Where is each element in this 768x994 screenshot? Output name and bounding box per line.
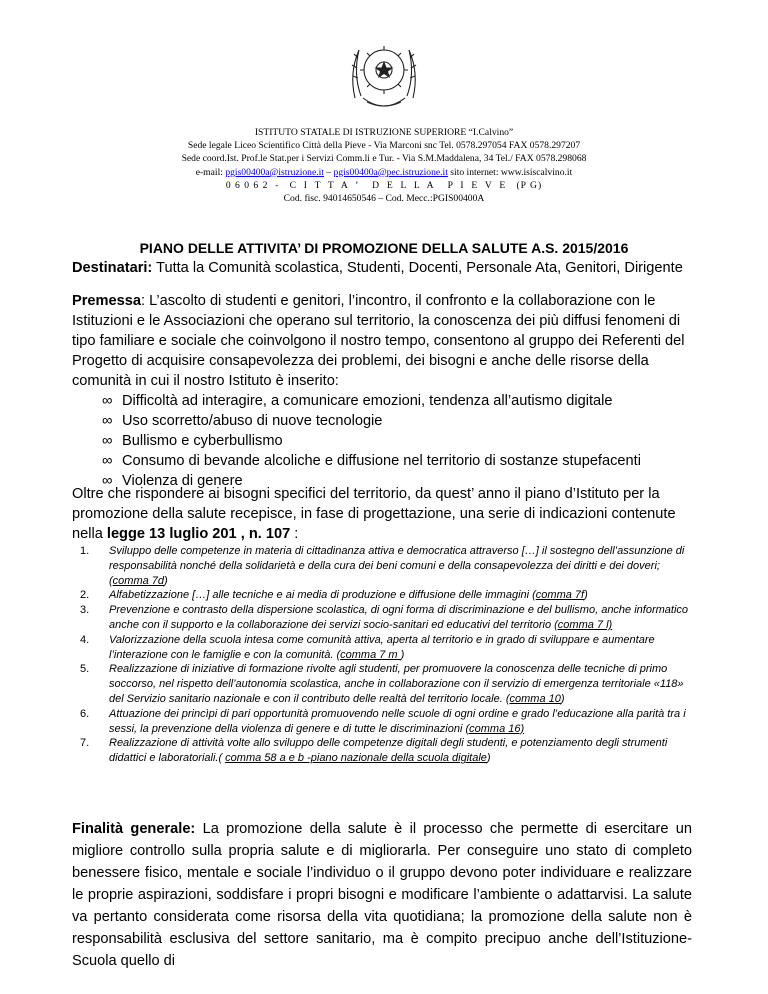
comma-reference: comma 7f	[535, 589, 585, 602]
comma-reference: comma 7 m	[340, 648, 401, 661]
website-text: sito internet: www.isiscalvino.it	[447, 166, 573, 178]
list-item: ∞ Violenza di genere	[102, 473, 243, 489]
document-title: PIANO DELLE ATTIVITA’ DI PROMOZIONE DELLA SALUTE A.S. 2015/2016	[139, 240, 629, 256]
list-item: 1. Sviluppo delle competenze in materia di cittadinanza attiva e democratica attraverso […] il sostegno dell’assunzione di responsabilità nonché della solidarietà e della cura dei beni comuni e della consapevolezza dei diritti e dei doveri;(comma 7d)	[80, 545, 685, 587]
school-letterhead	[100, 126, 668, 205]
infinity-bullet-icon: ∞	[102, 413, 113, 429]
infinity-bullet-icon: ∞	[102, 433, 113, 449]
email-link[interactable]: pgis00400a@istruzione.it	[225, 166, 324, 178]
email-prefix: e-mail:	[195, 166, 226, 178]
main-site-address: Sede legale Liceo Scientifico Città della Pieve - Via Marconi snc Tel. 0578.297054 FAX 0578.297207	[187, 140, 581, 152]
finalita-text: La promozione della salute è il processo che permette di esercitare un migliore controllo sulla propria salute e di migliorarla. Per conseguire uno stato di completo benessere fisico, mentale e sociale l’individuo o il gruppo devono poter individuare e realizzare le proprie aspirazioni, soddisfare i propri bisogni e modificare l’ambiente o adattarvisi. La salute va pertanto considerata come risorsa della vita quotidiana; la promozione della salute non è responsabilità esclusiva del settore sanitario, ma è compito precipuo anche dell’Istituzione- Scuola quello di	[72, 821, 692, 969]
list-item: 7. Realizzazione di attività volte allo sviluppo delle competenze digitali degli studenti, e potenziamento degli strumenti didattici e laboratoriali.( comma 58 a e b -piano nazionale della scuola digitale)	[80, 737, 668, 765]
item-number: 1.	[80, 545, 90, 557]
tax-codes: Cod. fisc. 94014650546 – Cod. Mecc.:PGIS00400A	[283, 193, 485, 205]
destinatari-paragraph	[72, 258, 692, 278]
postal-code-city: 0 6 0 6 2 - C I T T A ’ D E L L A P I E V E (P G)	[225, 179, 543, 191]
list-item: ∞ Consumo di bevande alcoliche e diffusione nel territorio di sostanze stupefacenti	[102, 453, 641, 469]
premessa-paragraph	[72, 291, 692, 491]
pec-email-link[interactable]: pgis00400a@pec.istruzione.it	[333, 166, 448, 178]
finalita-label: Finalità generale:	[72, 821, 196, 837]
finalita-paragraph	[72, 818, 692, 972]
contact-line	[100, 166, 668, 179]
comma-reference: comma 7d	[112, 574, 165, 587]
law-reference: legge 13 luglio 201 , n. 107	[106, 526, 291, 542]
comma-reference: comma 58 a e b -piano nazionale della scuola digitale	[225, 752, 487, 765]
premessa-bullet-list	[72, 391, 692, 491]
list-item: ∞ Uso scorretto/abuso di nuove tecnologie	[102, 413, 383, 429]
item-number: 3.	[80, 604, 90, 617]
item-number: 6.	[80, 707, 90, 720]
infinity-bullet-icon: ∞	[102, 453, 113, 469]
item-number: 5.	[80, 663, 90, 676]
item-number: 2.	[80, 589, 90, 602]
list-item: 4. Valorizzazione della scuola intesa come comunità attiva, aperta al territorio e in grado di sviluppare e aumentare l’interazione con le famiglie e con la comunità. (comma 7 m )	[80, 633, 655, 661]
list-item: 6. Attuazione dei princìpi di pari opportunità promuovendo nelle scuole di ogni ordine e grado l’educazione alla parità tra i sessi, la prevenzione della violenza di genere e di tutte le discriminazioni (comma 16)	[80, 707, 686, 735]
premessa-label: Premessa	[72, 293, 141, 309]
destinatari-label: Destinatari:	[72, 260, 153, 276]
law-intro-text: Oltre che rispondere ai bisogni specifici del territorio, da quest’ anno il piano d’Istituto per la promozione della salute recepisce, in fase di progettazione, una serie di indicazioni contenute nella	[72, 486, 676, 542]
comma-reference: (comma 16)	[465, 722, 525, 735]
infinity-bullet-icon: ∞	[102, 393, 113, 409]
premessa-text: : L’ascolto di studenti e genitori, l’incontro, il confronto e la collaborazione con le Istituzioni e le Associazioni che operano sul territorio, la conoscenza dei più diffusi fenomeni di tipo familiare e sociale che coinvolgono il nostro tempo, consentono al gruppo dei Referenti del Progetto di acquisire consapevolezza dei problemi, dei bisogni e anche delle risorse della comunità in cui il nostro Istituto è inserito:	[72, 293, 685, 389]
list-item: 2. Alfabetizzazione […] alle tecniche e ai media di produzione e diffusione delle immagini (comma 7f)	[80, 589, 588, 602]
destinatari-text: Tutta la Comunità scolastica, Studenti, Docenti, Personale Ata, Genitori, Dirigente	[152, 260, 683, 276]
list-item: 3. Prevenzione e contrasto della dispersione scolastica, di ogni forma di discriminazione e del bullismo, anche informatico anche con il supporto e la collaborazione dei servizi socio-sanitari ed educativi del territorio (comma 7 l)	[80, 604, 689, 631]
infinity-bullet-icon: ∞	[102, 473, 113, 489]
law-intro-paragraph: Oltre che rispondere ai bisogni specifici del territorio, da quest’ anno il piano d’Istituto per la promozione della salute recepisce, in fase di progettazione, una serie di indicazioni contenute nella legge 13 luglio 201 , n. 107 :	[72, 486, 676, 542]
school-name: ISTITUTO STATALE DI ISTRUZIONE SUPERIORE “I.Calvino”	[254, 127, 514, 138]
email-separator: –	[323, 166, 334, 178]
italian-republic-emblem-icon	[345, 28, 423, 118]
list-item: 5. Realizzazione di iniziative di formazione rivolte agli studenti, per promuovere la conoscenza delle tecniche di primo soccorso, nel rispetto dell’autonomia scolastica, anche in collaborazione con il servizio di emergenza territoriale «118» del Servizio sanitario nazionale e con il contributo delle realtà del territorio locale. (comma 10)	[80, 663, 684, 705]
list-item: ∞ Difficoltà ad interagire, a comunicare emozioni, tendenza all’autismo digitale	[102, 393, 613, 409]
secondary-site-address: Sede coord.Ist. Prof.le Stat.per i Servizi Comm.li e Tur. - Via S.M.Maddalena, 34 Tel./ FAX 0578.298068	[181, 153, 587, 165]
item-number: 4.	[80, 633, 90, 646]
comma-reference: comma 10	[509, 692, 561, 705]
law-points-list	[80, 544, 692, 766]
comma-reference: (comma 7 l)	[554, 618, 613, 631]
list-item: ∞ Bullismo e cyberbullismo	[102, 433, 283, 449]
item-number: 7.	[80, 737, 90, 750]
